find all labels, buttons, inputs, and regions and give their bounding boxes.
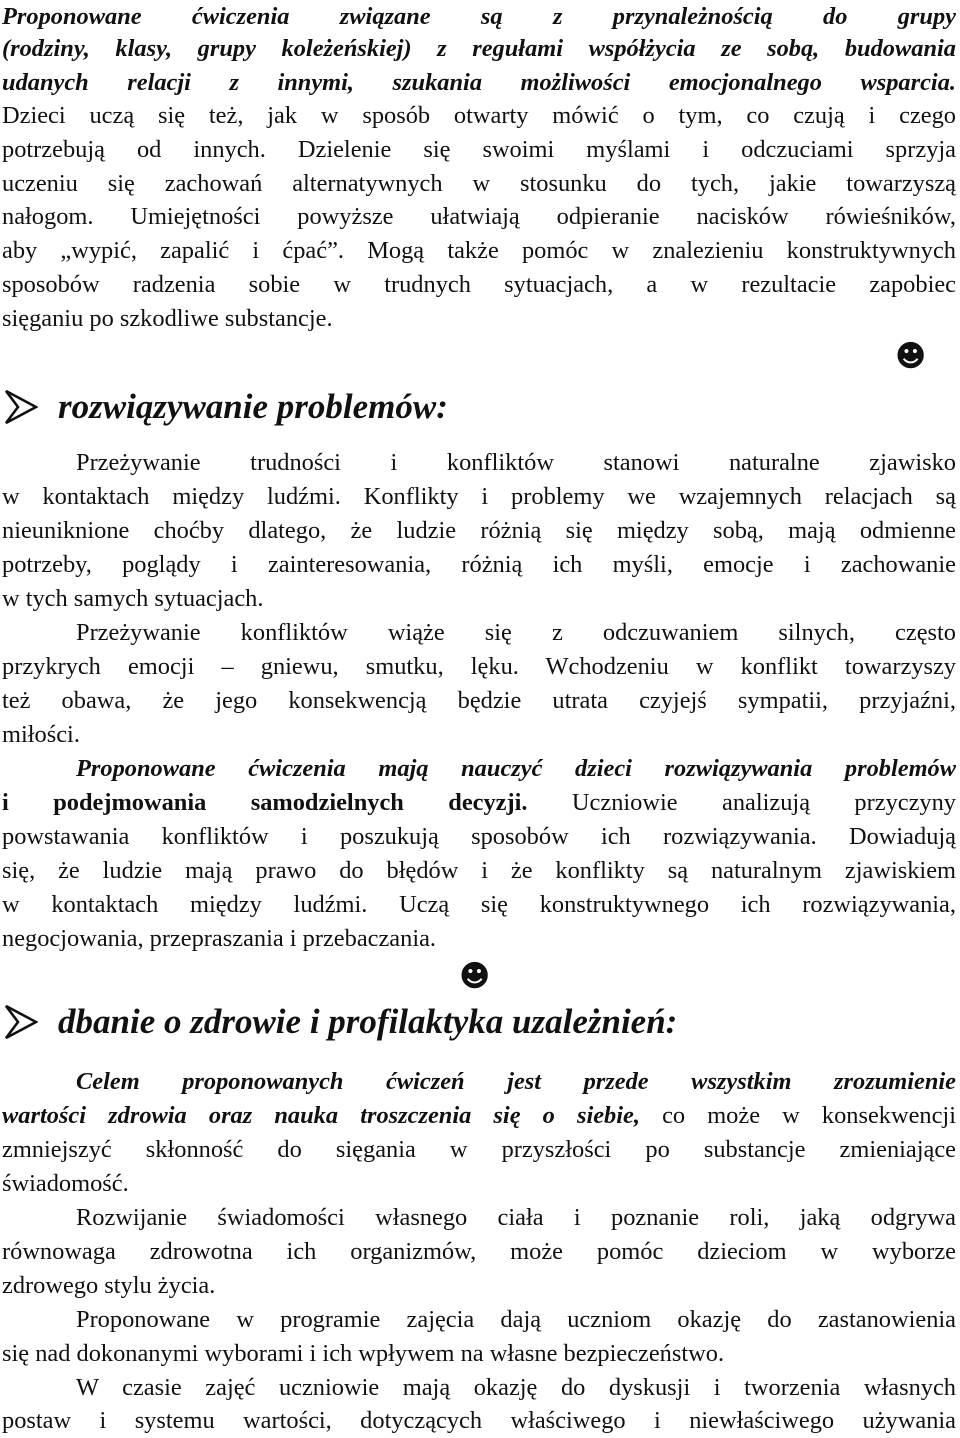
text-span: nałogom. <box>2 203 94 230</box>
paragraph-line <box>76 446 956 480</box>
text-span: się, że ludzie mają prawo do błędów i że konflikty są naturalnym zjawiskiem <box>2 857 956 884</box>
paragraph-line <box>2 1235 956 1269</box>
paragraph-line <box>2 268 956 302</box>
text-span: Dzielenie się swoimi myślami i odczuciami sprzyja <box>265 136 956 163</box>
text-span: (rodziny, klasy, grupy koleżeńskiej) z regułami współżycia ze sobą, budowania <box>2 35 956 62</box>
text-span: uczeniu się zachowań alternatywnych w stosunku do tych, jakie towarzyszą <box>2 170 956 197</box>
text-span: aby „wypić, zapalić i ćpać”. <box>2 237 344 264</box>
arrow-bullet-icon <box>4 389 38 425</box>
text-span: Proponowane ćwiczenia związane są z przynależnością do grupy <box>2 3 956 30</box>
paragraph-line <box>2 32 956 66</box>
text-span: Umiejętności powyższe ułatwiają odpieranie nacisków rówieśników, <box>93 203 956 230</box>
smiley-icon: ☻ <box>459 959 491 994</box>
paragraph-line <box>2 514 956 548</box>
text-span: równowaga zdrowotna ich organizmów, może pomóc dzieciom w wyborze <box>2 1238 956 1265</box>
paragraph-line <box>2 133 956 167</box>
paragraph-line <box>2 167 956 201</box>
paragraph-line <box>76 1371 956 1405</box>
paragraph-line <box>2 1099 956 1133</box>
section-heading-text: rozwiązywanie problemów: <box>58 387 448 426</box>
text-span: negocjowania, przepraszania i przebaczania. <box>2 925 437 952</box>
text-span: zdrowego stylu życia. <box>2 1272 216 1299</box>
paragraph-line <box>76 616 956 650</box>
paragraph-line <box>2 718 956 752</box>
text-span: w kontaktach między ludźmi. Konflikty i problemy we wzajemnych relacjach są <box>2 483 956 510</box>
text-span: powstawania konfliktów i poszukują sposobów ich rozwiązywania. Dowiadują <box>2 823 956 850</box>
paragraph-line <box>2 854 956 888</box>
text-span: Przeżywanie konfliktów wiąże się z odczuwaniem silnych, często <box>76 619 956 646</box>
paragraph-line <box>2 302 956 336</box>
paragraph-line <box>2 888 956 922</box>
text-span: Celem proponowanych ćwiczeń jest przede wszystkim zrozumienie <box>76 1068 956 1095</box>
paragraph-line <box>2 0 956 34</box>
text-span: Uczniowie analizują przyczyny <box>527 789 957 816</box>
text-span: świadomość. <box>2 1170 129 1197</box>
paragraph-line <box>2 200 956 234</box>
paragraph-line <box>2 1337 956 1371</box>
paragraph-line <box>2 650 956 684</box>
text-span: wartości zdrowia oraz nauka troszczenia się o siebie, <box>2 1102 640 1129</box>
text-span: i podejmowania samodzielnych decyzji. <box>2 789 528 816</box>
paragraph-line <box>2 1133 956 1167</box>
paragraph-line <box>2 820 956 854</box>
section-heading-text: dbanie o zdrowie i profilaktyka uzależnień: <box>58 1002 678 1041</box>
paragraph-line <box>2 1404 956 1438</box>
paragraph-line <box>2 922 956 956</box>
text-span: W czasie zajęć uczniowie mają okazję do dyskusji i tworzenia własnych <box>76 1374 956 1401</box>
paragraph-line <box>2 234 956 268</box>
text-span: Proponowane ćwiczenia mają nauczyć dzieci rozwiązywania problemów <box>76 755 956 782</box>
text-span: nieuniknione choćby dlatego, że ludzie różnią się między sobą, mają odmienne <box>2 517 956 544</box>
text-span: miłości. <box>2 721 80 748</box>
text-span: też obawa, że jego konsekwencją będzie utrata czyjejś sympatii, przyjaźni, <box>2 687 956 714</box>
text-span: przykrych emocji – gniewu, smutku, lęku. Wchodzeniu w konflikt towarzyszy <box>2 653 956 680</box>
text-span: zmniejszyć skłonność do sięgania w przyszłości po substancje zmieniające <box>2 1136 956 1163</box>
text-span: w tych samych sytuacjach. <box>2 585 264 612</box>
text-span: się nad dokonanymi wyborami i ich wpływem na własne bezpieczeństwo. <box>2 1340 725 1367</box>
paragraph-line <box>2 684 956 718</box>
text-span: sięganiu po szkodliwe substancje. <box>2 305 333 332</box>
text-span: Przeżywanie trudności i konfliktów stanowi naturalne zjawisko <box>76 449 956 476</box>
text-span: co może w konsekwencji <box>639 1102 956 1129</box>
text-span: Dzieci uczą się też, jak w sposób otwarty mówić o tym, co czują i czego <box>2 102 956 129</box>
paragraph-line <box>2 548 956 582</box>
paragraph-line <box>2 1167 956 1201</box>
paragraph-line <box>2 582 956 616</box>
paragraph-line <box>2 99 956 133</box>
paragraph-line <box>76 1065 956 1099</box>
section-heading <box>0 383 448 431</box>
smiley-icon: ☻ <box>895 339 927 374</box>
paragraph-line <box>2 1269 956 1303</box>
paragraph-line <box>2 480 956 514</box>
paragraph-line <box>76 1303 956 1337</box>
text-span: sposobów radzenia sobie w trudnych sytuacjach, a w rezultacie zapobiec <box>2 271 956 298</box>
text-span: Rozwijanie świadomości własnego ciała i poznanie roli, jaką odgrywa <box>76 1204 956 1231</box>
text-span: potrzeby, poglądy i zainteresowania, różnią ich myśli, emocje i zachowanie <box>2 551 956 578</box>
paragraph-line <box>2 786 956 820</box>
text-span: Mogą także pomóc w znalezieniu konstruktywnych <box>344 237 956 264</box>
text-span: w kontaktach między ludźmi. Uczą się konstruktywnego ich rozwiązywania, <box>2 891 956 918</box>
paragraph-line <box>76 1201 956 1235</box>
text-span: potrzebują od innych. <box>2 136 266 163</box>
section-heading <box>0 998 677 1046</box>
text-span: udanych relacji z innymi, szukania możliwości emocjonalnego wsparcia. <box>2 69 956 96</box>
paragraph-line <box>76 752 956 786</box>
text-span: Proponowane w programie zajęcia dają uczniom okazję do zastanowienia <box>76 1306 956 1333</box>
text-span: postaw i systemu wartości, dotyczących właściwego i niewłaściwego używania <box>2 1407 956 1434</box>
arrow-bullet-icon <box>4 1004 38 1040</box>
paragraph-line <box>2 66 956 100</box>
